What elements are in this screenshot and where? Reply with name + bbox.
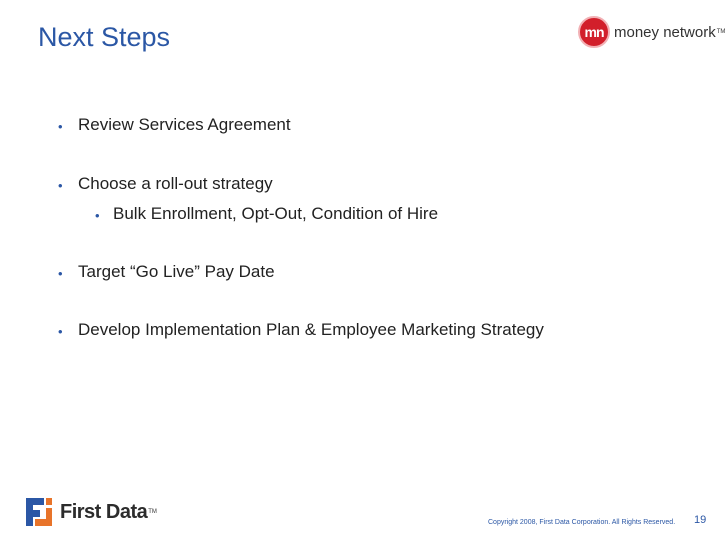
bullet-item [58, 320, 544, 340]
copyright-text: Copyright 2008, First Data Corporation. All Rights Reserved. [488, 519, 676, 526]
first-data-name: First Data [60, 500, 148, 523]
bullet-text: Review Services Agreement [78, 115, 291, 134]
bullet-dot-icon: • [95, 208, 100, 223]
money-network-tm: TM [716, 29, 726, 35]
page-number: 19 [694, 514, 707, 526]
money-network-logo [578, 16, 725, 48]
mn-badge-icon: mn [578, 16, 610, 48]
first-data-mark-icon [24, 496, 54, 528]
bullet-dot-icon: • [58, 266, 63, 281]
bullet-dot-icon: • [58, 119, 63, 134]
slide-title: Next Steps [38, 22, 171, 52]
bullet-item [58, 174, 273, 194]
sub-bullet-text: Bulk Enrollment, Opt-Out, Condition of Hire [113, 204, 439, 223]
first-data-tm: TM [148, 509, 157, 515]
money-network-name: money network [614, 23, 716, 41]
first-data-logo [24, 496, 157, 528]
bullet-item [58, 262, 275, 282]
bullet-text: Target “Go Live” Pay Date [78, 262, 275, 281]
bullet-text: Choose a roll-out strategy [78, 174, 273, 193]
sub-bullet-item [95, 204, 439, 224]
bullet-text: Develop Implementation Plan & Employee Marketing Strategy [78, 320, 544, 339]
bullet-item [58, 115, 291, 135]
bullet-dot-icon: • [58, 178, 63, 193]
bullet-dot-icon: • [58, 324, 63, 339]
